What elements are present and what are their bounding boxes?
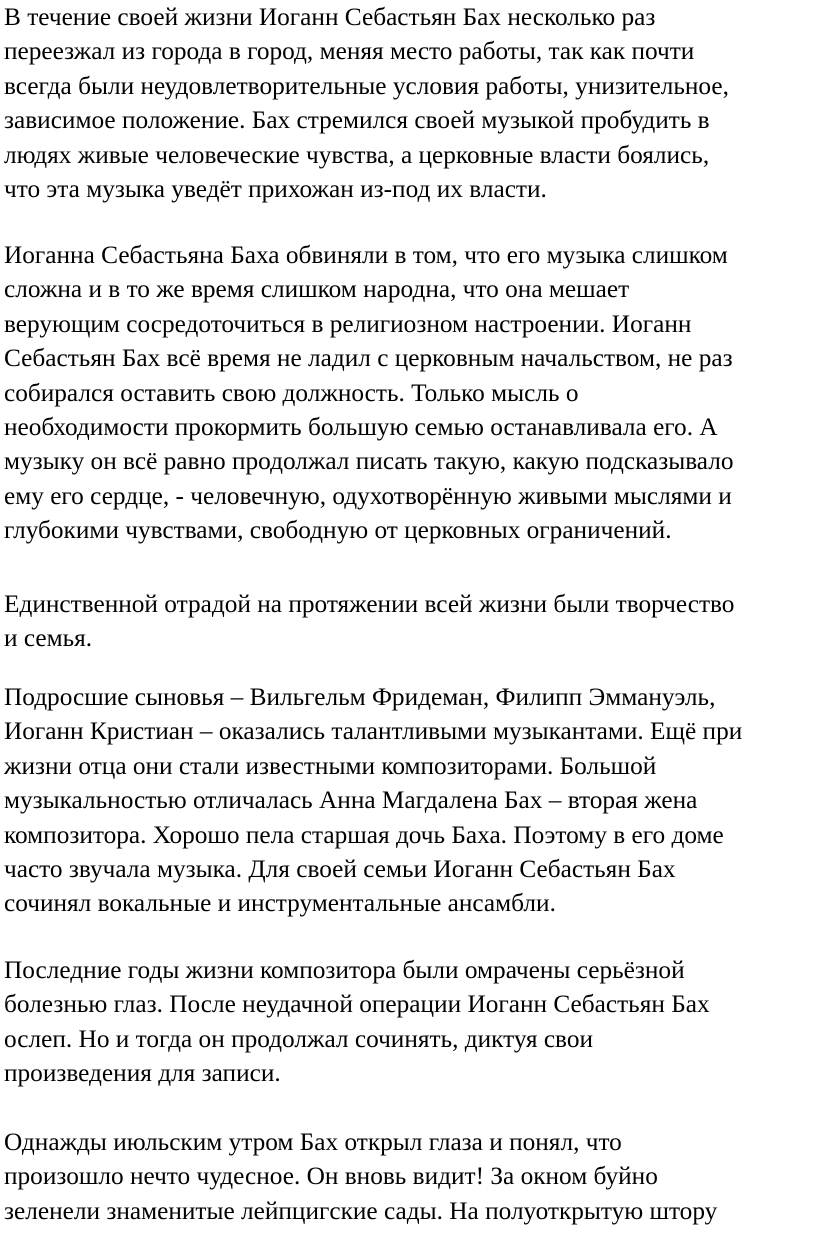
paragraph-accusations: Иоганна Себастьяна Баха обвиняли в том, что его музыка слишком сложна и в то же время слишком народна, что она мешает верующим сосредоточиться в религиозном настроении. Иоганн Себастьян Бах всё время не ладил с церковным начальством, не раз собирался оставить свою должность. Только мысль о необходимости прокормить большую семью останавливала его. А музыку он всё равно продолжал писать такую, какую подсказывало ему его сердце, - человечную, одухотворённую живыми мыслями и глубокими чувствами, свободную от церковных ограничений. <box>4 241 734 545</box>
paragraph-moves: В течение своей жизни Иоганн Себастьян Бах несколько раз переезжал из города в город, меняя место работы, так как почти всегда были неудовлетворительные условия работы, унизительное, зависимое положение. Бах стремился своей музыкой пробудить в людях живые человеческие чувства, а церковные власти боялись, что эта музыка уведёт прихожан из-под их власти. <box>4 3 729 204</box>
paragraph-illness: Последние годы жизни композитора были омрачены серьёзной болезнью глаз. После неудачной операции Иоганн Себастьян Бах ослеп. Но и тогда он продолжал сочинять, диктуя свои произведения для записи. <box>4 956 710 1088</box>
paragraph-joy: Единственной отрадой на протяжении всей жизни были творчество и семья. <box>4 590 735 653</box>
paragraph-july-morning: Однажды июльским утром Бах открыл глаза и понял, что произошло нечто чудесное. Он вновь видит! За окном буйно зеленели знаменитые лейпцигские сады. На полуоткрытую штору <box>4 1128 718 1225</box>
paragraph-family: Подросшие сыновья – Вильгельм Фридеман, Филипп Эммануэль, Иоганн Кристиан – оказались талантливыми музыкантами. Ещё при жизни отца они стали известными композиторами. Большой музыкальностью отличалась Анна Магдалена Бах – вторая жена композитора. Хорошо пела старшая дочь Баха. Поэтому в его доме часто звучала музыка. Для своей семьи Иоганн Себастьян Бах сочинял вокальные и инструментальные ансамбли. <box>4 683 743 918</box>
